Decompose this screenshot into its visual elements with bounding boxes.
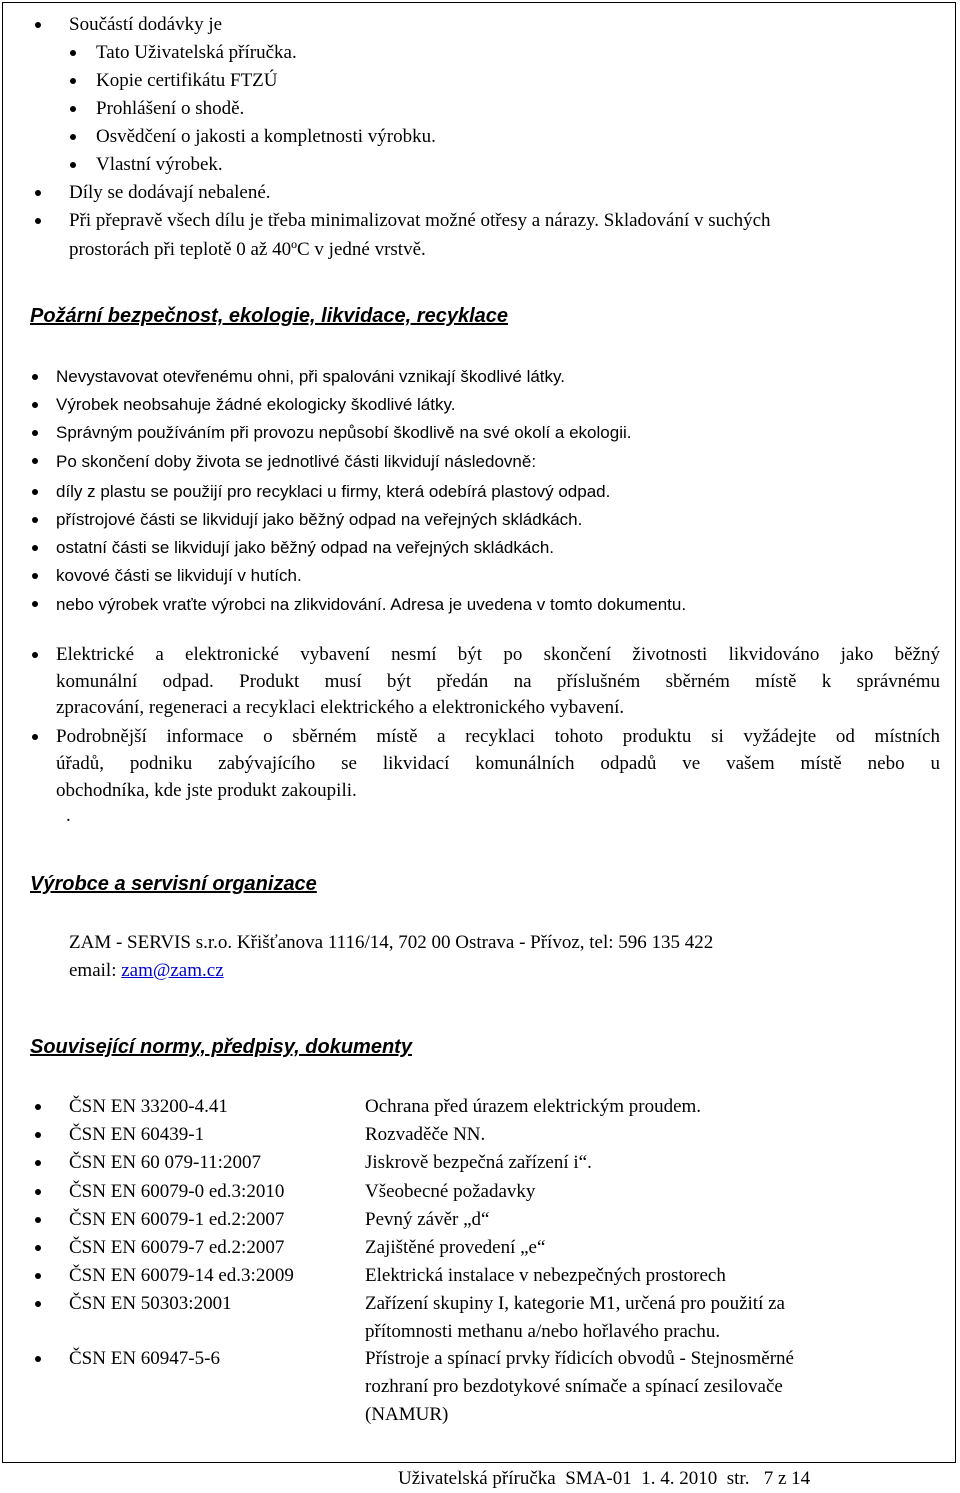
bullet [35, 1356, 41, 1362]
disposal-item: nebo výrobek vraťte výrobci na zlikvidování. Adresa je uvedena v tomto dokumentu. [56, 595, 687, 614]
weee-paragraph-line: zpracování, regeneraci a recyklaci elektrického a elektronického vybavení. [56, 697, 625, 718]
bullet [35, 1301, 41, 1307]
bullet [35, 1160, 41, 1166]
norm-code: ČSN EN 60079-1 ed.2:2007 [69, 1209, 285, 1230]
weee-paragraph-line: komunální odpad. Produkt musí být předán na příslušném sběrném místě k správnému [56, 671, 940, 692]
bullet [32, 489, 38, 495]
delivery-item: Vlastní výrobek. [96, 154, 223, 175]
delivery-note-cont: prostorách při teplotě 0 až 40ºC v jedné vrstvě. [69, 239, 426, 260]
manufacturer-address: ZAM - SERVIS s.r.o. Křišťanova 1116/14, 702 00 Ostrava - Přívoz, tel: 596 135 422 [69, 932, 714, 953]
delivery-title: Součástí dodávky je [69, 14, 223, 35]
norm-code: ČSN EN 60079-7 ed.2:2007 [69, 1237, 285, 1258]
fire-item: Nevystavovat otevřenému ohni, při spalováni vznikají škodlivé látky. [56, 367, 565, 386]
bullet [35, 1189, 41, 1195]
norm-desc: Rozvaděče NN. [365, 1124, 486, 1145]
bullet [35, 1273, 41, 1279]
bullet [32, 652, 38, 658]
norm-desc: Zařízení skupiny I, kategorie M1, určená pro použití za [365, 1293, 785, 1314]
norm-desc: Jiskrově bezpečná zařízení i“. [365, 1152, 592, 1173]
fire-item: Správným používáním při provozu nepůsobí škodlivě na své okolí a ekologii. [56, 423, 632, 442]
delivery-note: Díly se dodávají nebalené. [69, 182, 271, 203]
stray-dot: . [66, 805, 71, 826]
bullet [32, 734, 38, 740]
bullet [32, 374, 38, 380]
norm-code: ČSN EN 50303:2001 [69, 1293, 232, 1314]
bullet [70, 162, 76, 168]
bullet [35, 1245, 41, 1251]
collection-paragraph-line: Podrobnější informace o sběrném místě a recyklaci tohoto produktu si vyžádejte od místních [56, 726, 940, 747]
bullet [70, 134, 76, 140]
bullet [70, 78, 76, 84]
collection-paragraph-line: obchodníka, kde jste produkt zakoupili. [56, 780, 357, 801]
page-footer: Uživatelská příručka SMA-01 1. 4. 2010 str. 7 z 14 [398, 1468, 811, 1489]
bullet [35, 190, 41, 196]
delivery-note: Při přepravě všech dílu je třeba minimalizovat možné otřesy a nárazy. Skladování v suchých [69, 210, 771, 231]
bullet [35, 1104, 41, 1110]
email-label: email: [69, 960, 122, 981]
norm-desc: Ochrana před úrazem elektrickým proudem. [365, 1096, 702, 1117]
bullet [32, 458, 38, 464]
section-heading-fire: Požární bezpečnost, ekologie, likvidace, recyklace [30, 305, 508, 327]
norm-desc: Zajištěné provedení „e“ [365, 1237, 546, 1258]
norm-desc: přítomnosti methanu a/nebo hořlavého prachu. [365, 1321, 721, 1342]
bullet [32, 430, 38, 436]
delivery-item: Kopie certifikátu FTZÚ [96, 70, 278, 91]
bullet [35, 1132, 41, 1138]
norm-desc: rozhraní pro bezdotykové snímače a spínací zesilovače [365, 1376, 783, 1397]
norm-code: ČSN EN 33200-4.41 [69, 1096, 228, 1117]
norm-desc: Elektrická instalace v nebezpečných prostorech [365, 1265, 726, 1286]
norm-desc: (NAMUR) [365, 1404, 449, 1425]
bullet [32, 573, 38, 579]
bullet [32, 402, 38, 408]
bullet [35, 218, 41, 224]
bullet [32, 545, 38, 551]
norm-code: ČSN EN 60947-5-6 [69, 1348, 220, 1369]
bullet [70, 106, 76, 112]
section-heading-norms: Související normy, předpisy, dokumenty [30, 1036, 412, 1058]
disposal-item: přístrojové části se likvidují jako běžný odpad na veřejných skládkách. [56, 510, 583, 529]
delivery-item: Prohlášení o shodě. [96, 98, 245, 119]
norm-code: ČSN EN 60439-1 [69, 1124, 205, 1145]
norm-code: ČSN EN 60079-0 ed.3:2010 [69, 1181, 285, 1202]
weee-paragraph-line: Elektrické a elektronické vybavení nesmí být po skončení životnosti likvidováno jako běžný [56, 644, 940, 665]
bullet [32, 601, 38, 607]
bullet [32, 517, 38, 523]
norm-desc: Přístroje a spínací prvky řídicích obvodů - Stejnosměrné [365, 1348, 794, 1369]
collection-paragraph-line: úřadů, podniku zabývajícího se likvidací komunálních odpadů ve vašem místě nebo u [56, 753, 940, 774]
bullet [70, 50, 76, 56]
disposal-item: díly z plastu se použijí pro recyklaci u firmy, která odebírá plastový odpad. [56, 482, 611, 501]
norm-desc: Všeobecné požadavky [365, 1181, 536, 1202]
norm-code: ČSN EN 60 079-11:2007 [69, 1152, 261, 1173]
disposal-item: ostatní části se likvidují jako běžný odpad na veřejných skládkách. [56, 538, 554, 557]
bullet [35, 1217, 41, 1223]
fire-item: Po skončení doby života se jednotlivé části likvidují následovně: [56, 452, 537, 471]
disposal-item: kovové části se likvidují v hutích. [56, 566, 302, 585]
bullet [35, 22, 41, 28]
manufacturer-email-line [69, 957, 224, 985]
norm-code: ČSN EN 60079-14 ed.3:2009 [69, 1265, 294, 1286]
email-link[interactable]: zam@zam.cz [121, 960, 224, 981]
delivery-item: Osvědčení o jakosti a kompletnosti výrobku. [96, 126, 436, 147]
norm-desc: Pevný závěr „d“ [365, 1209, 490, 1230]
fire-item: Výrobek neobsahuje žádné ekologicky škodlivé látky. [56, 395, 456, 414]
delivery-item: Tato Uživatelská příručka. [96, 42, 297, 63]
section-heading-manufacturer: Výrobce a servisní organizace [30, 873, 317, 895]
